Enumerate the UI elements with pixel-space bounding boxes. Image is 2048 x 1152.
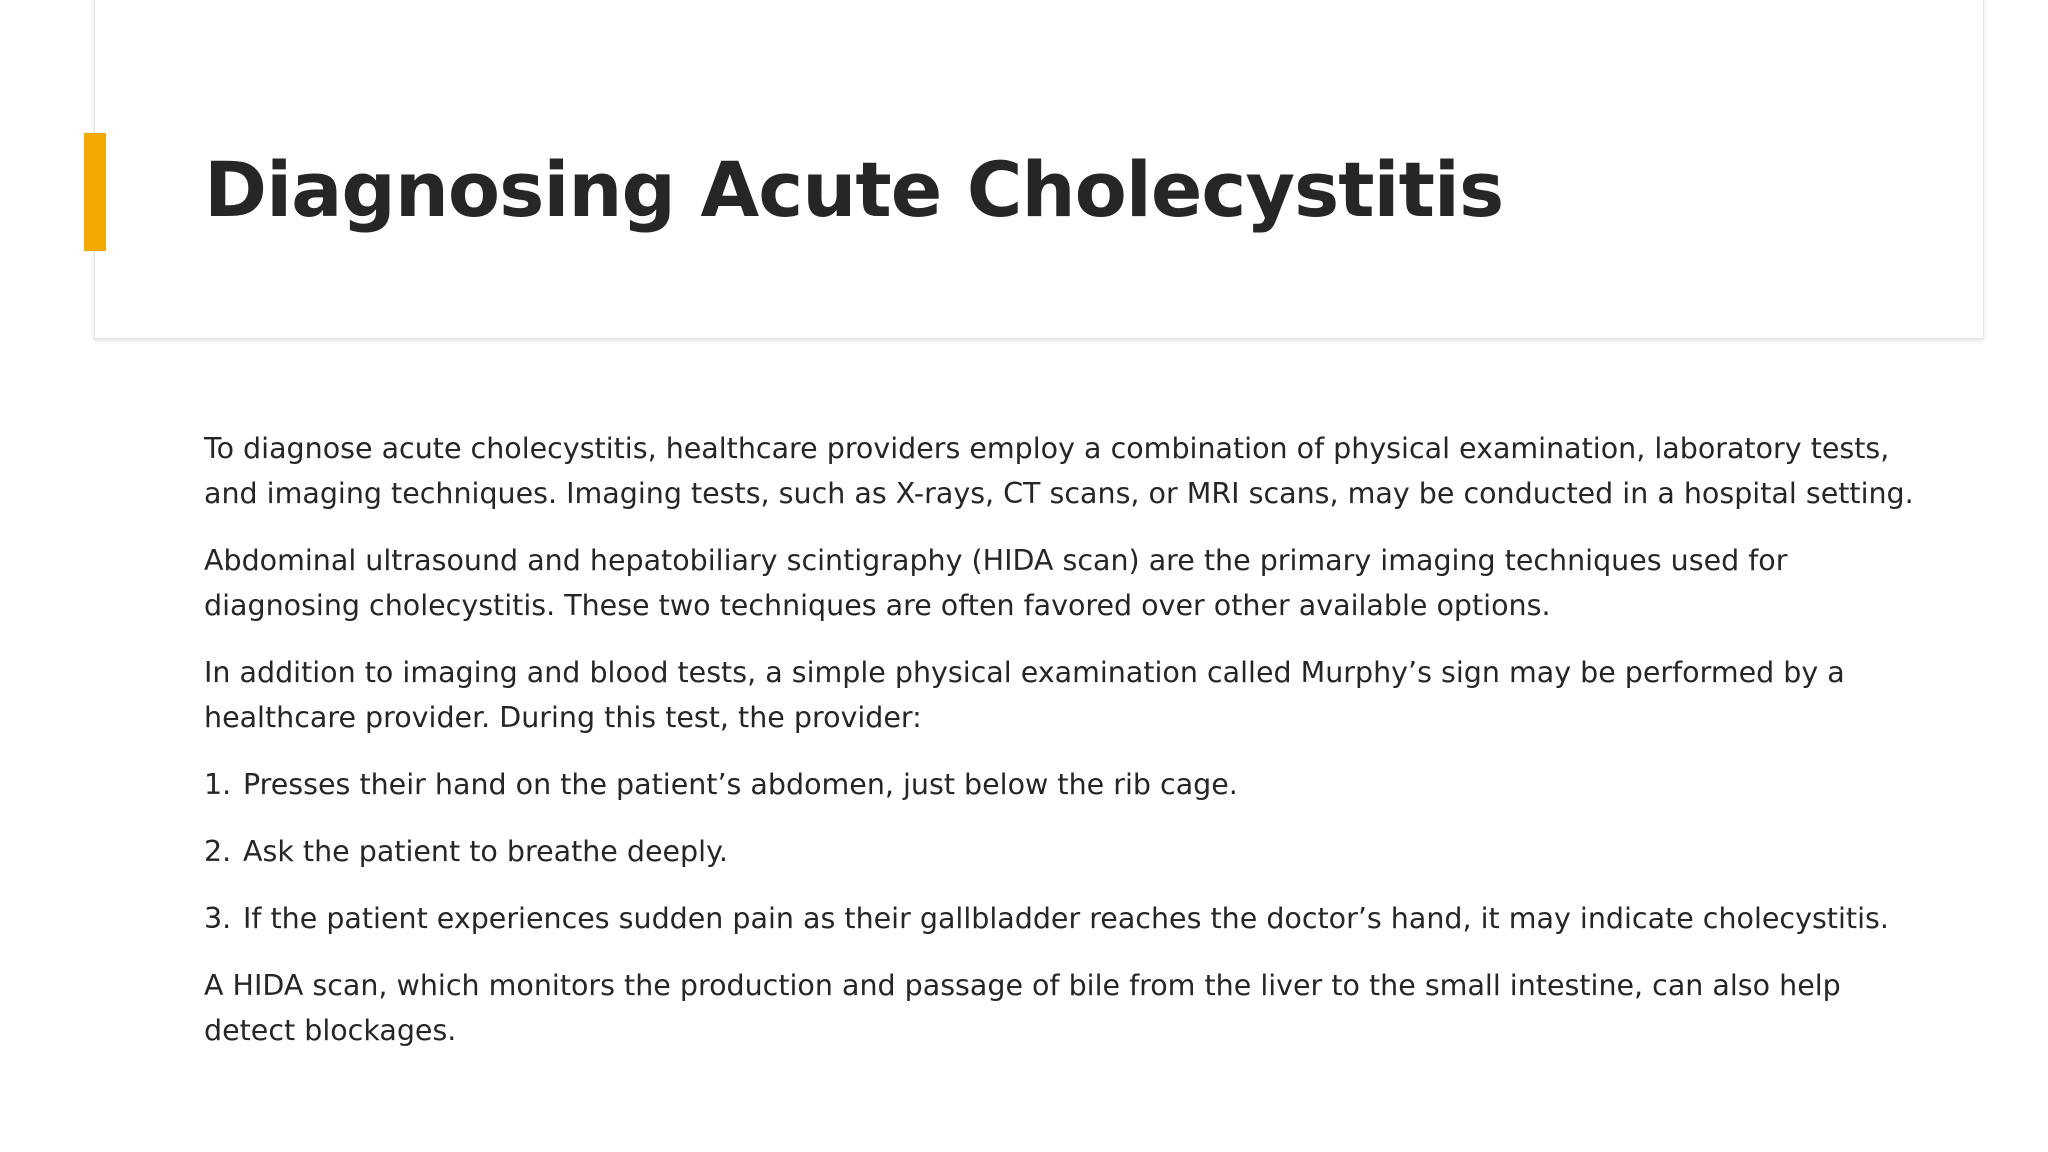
list-item — [204, 896, 1914, 941]
paragraph-intro: To diagnose acute cholecystitis, healthcare providers employ a combination of physical examination, laboratory tests, and imaging techniques. Imaging tests, such as X-rays, CT scans, or MRI scans, may be conducted in a hospital setting. — [204, 432, 1914, 510]
paragraph-imaging: Abdominal ultrasound and hepatobiliary scintigraphy (HIDA scan) are the primary imaging techniques used for diagnosing cholecystitis. These two techniques are often favored over other available options. — [204, 544, 1788, 622]
list-text: Presses their hand on the patient’s abdomen, just below the rib cage. — [243, 768, 1238, 801]
list-number: 1. — [204, 768, 232, 801]
list-text: Ask the patient to breathe deeply. — [243, 835, 728, 868]
slide-body — [204, 426, 1914, 1075]
list-number: 2. — [204, 835, 232, 868]
list-number: 3. — [204, 902, 232, 935]
paragraph-murphys-sign: In addition to imaging and blood tests, a simple physical examination called Murphy’s sign may be performed by a healthcare provider. During this test, the provider: — [204, 656, 1845, 734]
list-item — [204, 829, 1914, 874]
list-text: If the patient experiences sudden pain as their gallbladder reaches the doctor’s hand, it may indicate cholecystitis. — [243, 902, 1889, 935]
list-item — [204, 762, 1914, 807]
title-accent-bar — [84, 133, 106, 251]
slide-title: Diagnosing Acute Cholecystitis — [204, 145, 1504, 234]
paragraph-hida-scan: A HIDA scan, which monitors the production and passage of bile from the liver to the small intestine, can also help detect blockages. — [204, 969, 1841, 1047]
